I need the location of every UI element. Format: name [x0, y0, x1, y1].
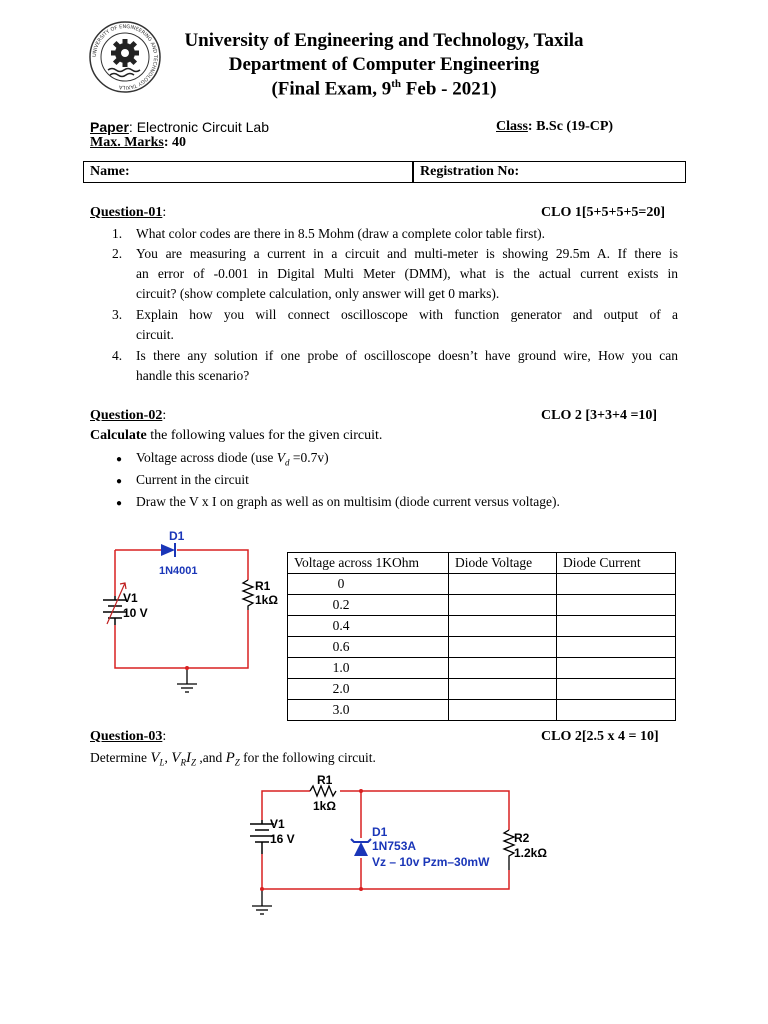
q1-item-line: handle this scenario? — [136, 368, 250, 383]
name-field-label: Name: — [90, 164, 130, 179]
q1-item-line: Is there any solution if one probe of oscilloscope doesn’t have ground wire, How you can — [136, 348, 678, 363]
table-row — [288, 700, 676, 721]
table-header-row — [288, 553, 676, 574]
ground-symbol — [252, 889, 272, 914]
table-cell: 3.0 — [288, 700, 449, 721]
diode-name: D1 — [169, 529, 185, 543]
bullet-icon: ● — [116, 454, 123, 465]
table-header: Diode Current — [557, 553, 676, 574]
q3-clo: CLO 2[2.5 x 4 = 10] — [541, 729, 659, 744]
field-divider — [412, 162, 414, 182]
q1-item-number: 1. — [112, 226, 123, 241]
q1-item-line: circuit? (show complete calculation, only answer will get 0 marks). — [136, 286, 500, 301]
ground-symbol — [177, 668, 197, 692]
zener-diode-symbol — [351, 839, 371, 856]
q3-instruction: Determine $V_L$, $V_RI_Z$ ,and $P_Z$ for the following circuit. — [90, 750, 376, 768]
table-cell — [557, 637, 676, 658]
student-info-box — [83, 161, 686, 183]
source-value: 10 V — [123, 606, 148, 620]
table-cell — [449, 616, 557, 637]
q1-title: Question-01: — [90, 205, 167, 220]
source-name: V1 — [123, 591, 138, 605]
source-value: 16 V — [270, 832, 295, 846]
zener-name: D1 — [372, 825, 388, 839]
q2-bullet-voltage: Voltage across diode (use $V_d =0.7v$) — [136, 450, 329, 468]
q1-clo: CLO 1[5+5+5+5=20] — [541, 205, 666, 220]
zener-params: Vz – 10v Pzm–30mW — [372, 855, 490, 869]
table-cell — [449, 700, 557, 721]
table-row — [288, 616, 676, 637]
q3-circuit-diagram — [236, 770, 547, 920]
q2-bullet-graph: Draw the V x I on graph as well as on multisim (diode current versus voltage). — [136, 494, 560, 509]
q2-measurement-table — [287, 552, 676, 721]
resistor-r1-symbol — [310, 786, 336, 796]
resistor-name: R1 — [255, 579, 271, 593]
table-cell — [557, 616, 676, 637]
table-row — [288, 658, 676, 679]
table-cell: 0.6 — [288, 637, 449, 658]
paper-info: Paper: Electronic Circuit Lab — [90, 119, 269, 135]
q2-intro: Calculate the following values for the given circuit. — [90, 428, 383, 443]
table-cell — [449, 679, 557, 700]
q1-item-line: an error of -0.001 in Digital Multi Meter (DMM), what is the actual current exists in — [136, 266, 678, 281]
q1-item-line: What color codes are there in 8.5 Mohm (draw a complete color table first). — [136, 226, 545, 241]
department-title: Department of Computer Engineering — [228, 54, 540, 75]
table-row — [288, 595, 676, 616]
table-cell — [557, 700, 676, 721]
diode-symbol — [161, 543, 175, 557]
table-cell: 2.0 — [288, 679, 449, 700]
exam-title: (Final Exam, 9th Feb - 2021) — [271, 78, 497, 100]
resistor-r2-symbol — [504, 830, 514, 870]
table-cell — [449, 637, 557, 658]
registration-field-label: Registration No: — [420, 164, 520, 179]
table-cell: 0.4 — [288, 616, 449, 637]
q1-item-line: Explain how you will connect oscilloscope with function generator and output of a — [136, 307, 678, 322]
table-cell: 0.2 — [288, 595, 449, 616]
r1-name: R1 — [317, 773, 333, 787]
q1-item-number: 2. — [112, 246, 123, 261]
zener-part: 1N753A — [372, 839, 417, 853]
table-cell — [449, 595, 557, 616]
diode-part: 1N4001 — [159, 565, 198, 577]
r1-value: 1kΩ — [313, 799, 336, 813]
resistor-value: 1kΩ — [255, 593, 278, 607]
table-cell — [449, 658, 557, 679]
junction-dot — [359, 887, 363, 891]
table-row — [288, 679, 676, 700]
table-cell: 0 — [288, 574, 449, 595]
svg-text:UNIVERSITY OF ENGINEERING AND: UNIVERSITY OF ENGINEERING AND TECHNOLOGY TAXILA — [91, 23, 159, 91]
table-cell — [557, 595, 676, 616]
table-cell — [557, 574, 676, 595]
table-cell — [557, 658, 676, 679]
q1-item-number: 4. — [112, 348, 123, 363]
q1-item-line: You are measuring a current in a circuit and multi-meter is showing 29.5m A. If there is — [136, 246, 678, 261]
q2-clo: CLO 2 [3+3+4 =10] — [541, 408, 658, 423]
junction-dot — [260, 887, 264, 891]
r2-value: 1.2kΩ — [514, 846, 547, 860]
university-title: University of Engineering and Technology, Taxila — [184, 30, 584, 51]
table-row — [288, 637, 676, 658]
q2-bullet-current: Current in the circuit — [136, 472, 249, 487]
table-cell — [557, 679, 676, 700]
table-header: Voltage across 1KOhm — [288, 553, 449, 574]
junction-dot — [185, 666, 189, 670]
r2-name: R2 — [514, 831, 530, 845]
max-marks: Max. Marks: 40 — [90, 135, 187, 150]
source-name: V1 — [270, 817, 285, 831]
q3-title: Question-03: — [90, 729, 167, 744]
resistor-symbol — [243, 580, 253, 610]
bullet-icon: ● — [116, 476, 123, 487]
q2-circuit-diagram — [95, 528, 285, 698]
table-row — [288, 574, 676, 595]
q1-item-line: circuit. — [136, 327, 174, 342]
bullet-icon: ● — [116, 498, 123, 509]
q2-title: Question-02: — [90, 408, 167, 423]
table-cell — [449, 574, 557, 595]
class-info: Class: B.Sc (19-CP) — [496, 119, 614, 134]
junction-dot — [359, 789, 363, 793]
table-cell: 1.0 — [288, 658, 449, 679]
table-header: Diode Voltage — [449, 553, 557, 574]
q1-item-number: 3. — [112, 307, 123, 322]
